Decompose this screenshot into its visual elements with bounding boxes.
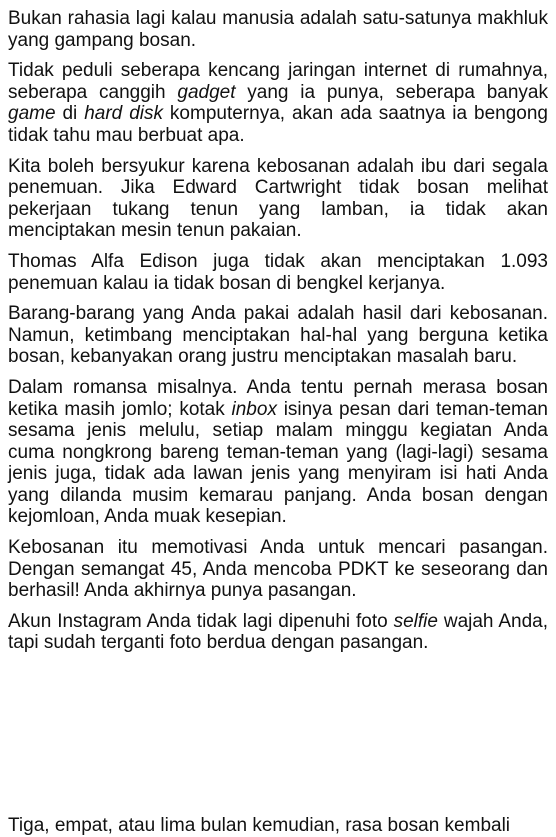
paragraph-p8 bbox=[8, 611, 548, 654]
text-run: Tidak peduli seberapa kencang jaringan internet di rumahnya, seberapa canggih bbox=[8, 60, 548, 103]
article-body bbox=[8, 8, 548, 654]
text-run: Dalam romansa misalnya. Anda tentu pernah merasa bosan ketika masih jomlo; kotak bbox=[8, 376, 548, 420]
text-run: isinya pesan dari teman-teman sesama jenis melulu, setiap malam minggu kegiatan Anda cuma nongkrong bareng teman-teman yang (lagi-lagi) sesama jenis juga, tidak ada lawan jenis yang menyiram isi hati Anda yang dilanda musim kemarau panjang. Anda bosan dengan kejomloan, Anda muak kesepian. bbox=[8, 398, 548, 528]
text-run: wajah Anda, tapi sudah terganti foto berdua dengan pasangan. bbox=[8, 610, 548, 654]
text-run: Kita boleh bersyukur karena kebosanan adalah ibu dari segala penemuan. Jika Edward Cartwright tidak bosan melihat pekerjaan tukang tenun yang lamban, ia tidak akan menciptakan mesin tenun pakaian. bbox=[8, 155, 548, 242]
italic-term: selfie bbox=[393, 610, 438, 632]
text-run: Bukan rahasia lagi kalau manusia adalah satu-satunya makhluk yang gampang bosan. bbox=[8, 8, 548, 51]
text-run: di bbox=[55, 103, 85, 125]
text-run: yang ia punya, seberapa banyak bbox=[235, 81, 548, 103]
text-run: Thomas Alfa Edison juga tidak akan menciptakan 1.093 penemuan kalau ia tidak bosan di bengkel kerjanya. bbox=[8, 250, 548, 294]
italic-term: inbox bbox=[231, 398, 277, 420]
text-run: Kebosanan itu memotivasi Anda untuk mencari pasangan. Dengan semangat 45, Anda mencoba PDKT ke seseorang dan berhasil! Anda akhirnya punya pasangan. bbox=[8, 537, 548, 602]
paragraph-p5 bbox=[8, 303, 548, 368]
cut-off-text-line: Tiga, empat, atau lima bulan kemudian, rasa bosan kembali bbox=[8, 815, 511, 836]
text-run: Barang-barang yang Anda pakai adalah hasil dari kebosanan. Namun, ketimbang menciptakan hal-hal yang berguna ketika bosan, kebanyakan orang justru menciptakan masalah baru. bbox=[8, 303, 548, 368]
paragraph-p4 bbox=[8, 251, 548, 294]
paragraph-p6 bbox=[8, 377, 548, 528]
paragraph-p1 bbox=[8, 8, 548, 51]
italic-term: gadget bbox=[177, 81, 236, 103]
paragraph-p7 bbox=[8, 537, 548, 602]
paragraph-p2 bbox=[8, 60, 548, 146]
italic-term: hard disk bbox=[84, 103, 163, 125]
text-run: komputernya, akan ada saatnya ia bengong tidak tahu mau berbuat apa. bbox=[8, 103, 548, 146]
italic-term: game bbox=[8, 103, 56, 125]
text-run: Akun Instagram Anda tidak lagi dipenuhi foto bbox=[8, 610, 394, 632]
paragraph-p3 bbox=[8, 156, 548, 242]
